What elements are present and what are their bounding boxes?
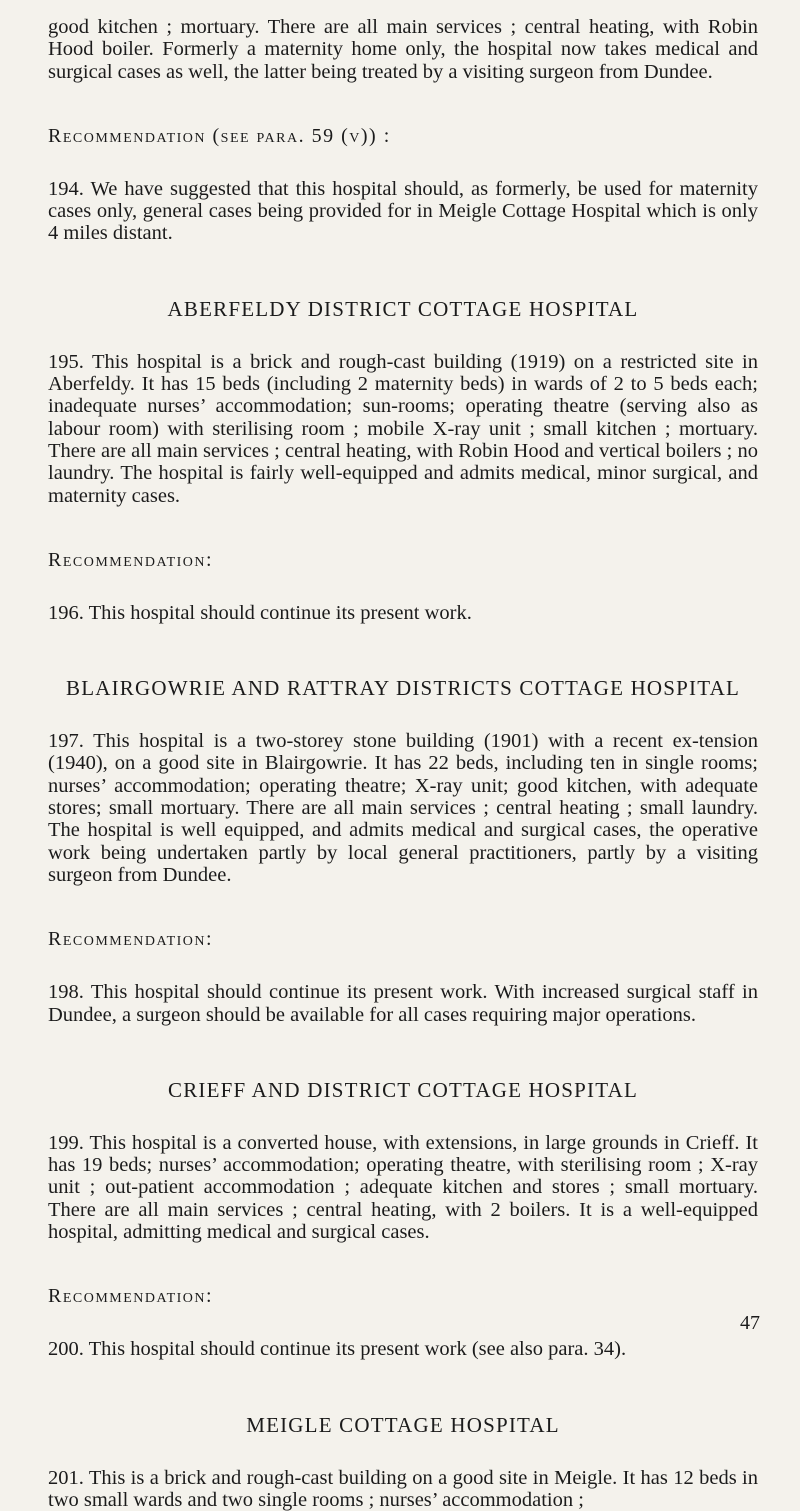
paragraph-194: 194. We have suggested that this hospital should, as formerly, be used for maternity cases only, general cases being provided for in Meigle Cottage Hospital which is only 4 miles distant. xyxy=(48,177,758,245)
recommendation-label: Recommendation: xyxy=(48,1285,214,1308)
section-heading-blairgowrie: BLAIRGOWRIE AND RATTRAY DISTRICTS COTTAGE HOSPITAL xyxy=(65,676,740,701)
paragraph-197: 197. This hospital is a two-storey stone building (1901) with a recent ex-tension (1940), on a good site in Blairgowrie. It has 22 beds, including ten in single rooms; nurses’ accommodation; operating theatre; X-ray unit; good kitchen, with adequate stores; small mortuary. There are all main services ; central heating ; small laundry. The hospital is well equipped, and admits medical and surgical cases, the operative work being undertaken partly by local general practitioners, partly by a visiting surgeon from Dundee. xyxy=(48,730,758,886)
page-number: 47 xyxy=(740,1312,760,1334)
paragraph-196: 196. This hospital should continue its present work. xyxy=(48,601,472,624)
recommendation-label: Recommendation: xyxy=(48,548,214,571)
paragraph-200: 200. This hospital should continue its present work (see also para. 34). xyxy=(48,1338,627,1361)
paragraph-195: 195. This hospital is a brick and rough-cast building (1919) on a restricted site in Aberfeldy. It has 15 beds (including 2 maternity beds) in wards of 2 to 5 beds each; inadequate nurses’ accommodation; sun-rooms; operating theatre (serving also as labour room) with sterilising room ; mobile X-ray unit ; small kitchen ; mortuary. There are all main services ; central heating, with Robin Hood and vertical boilers ; no laundry. The hospital is fairly well-equipped and admits medical, minor surgical, and maternity cases. xyxy=(48,350,758,507)
recommendation-label: Recommendation: xyxy=(48,928,214,951)
section-heading-meigle: MEIGLE COTTAGE HOSPITAL xyxy=(246,1412,560,1437)
paragraph-199: 199. This hospital is a converted house, with extensions, in large grounds in Crieff. It has 19 beds; nurses’ accommodation; operating theatre, with sterilising room ; X-ray unit ; out-patient accommodation ; adequate kitchen and stores ; small mortuary. There are all main services ; central heating, with 2 boilers. It is a well-equipped hospital, admitting medical and surgical cases. xyxy=(48,1131,758,1244)
section-heading-crieff: CRIEFF AND DISTRICT COTTAGE HOSPITAL xyxy=(168,1077,638,1102)
paragraph-198: 198. This hospital should continue its present work. With increased surgical staff in Dundee, a surgeon should be available for all cases requiring major operations. xyxy=(48,981,758,1026)
paragraph-continued: good kitchen ; mortuary. There are all main services ; central heating, with Robin Hood boiler. Formerly a maternity home only, the hospital now takes medical and surgical cases as well, the latter being treated by a visiting surgeon from Dundee. xyxy=(48,16,758,83)
paragraph-201: 201. This is a brick and rough-cast building on a good site in Meigle. It has 12 beds in two small wards and two single rooms ; nurses’ accommodation ; xyxy=(48,1466,758,1511)
recommendation-label: Recommendation (see para. 59 (v)) : xyxy=(48,124,391,147)
section-heading-aberfeldy: ABERFELDY DISTRICT COTTAGE HOSPITAL xyxy=(167,296,639,321)
